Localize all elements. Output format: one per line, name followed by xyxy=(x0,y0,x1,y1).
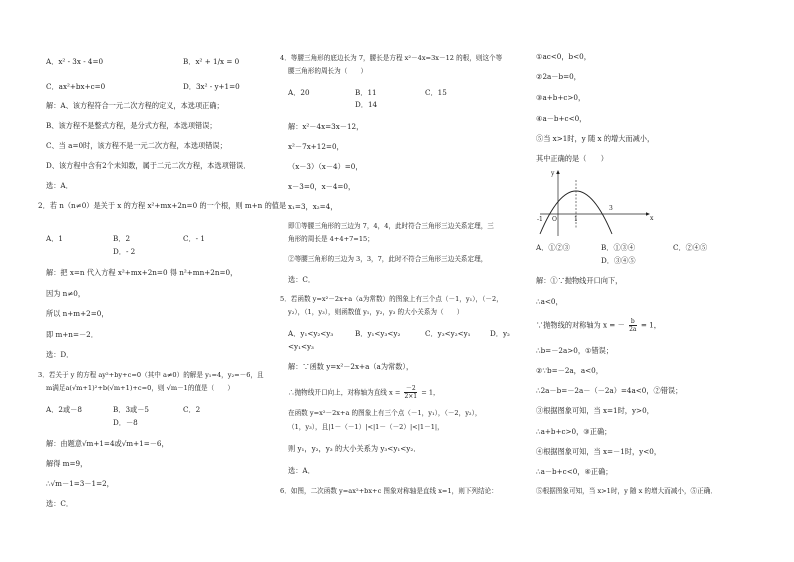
q4-solution-7: 角形的周长是 4+4+7=15； xyxy=(288,235,374,243)
q6-solution-6: ∴2a－b=－2a－（－2a）=4a<0，②错误； xyxy=(536,386,683,395)
q4-solution-4: x－3=0，x－4=0， xyxy=(288,182,356,191)
q5-option-a: A．y₁<y₂<y₃ xyxy=(288,329,334,338)
q5-fraction-numerator: －2 xyxy=(405,385,416,392)
q2-selection: 选：D． xyxy=(46,350,74,359)
q2-option-c: C．- 1 xyxy=(183,234,205,243)
q5-option-d-cont: <y₁<y₃ xyxy=(288,342,314,351)
q6-conclusion-3: ③a+b+c>0， xyxy=(536,93,586,102)
q3-selection: 选：C． xyxy=(46,499,74,508)
q4-solution-3: （x－3）（x－4）=0， xyxy=(288,162,363,171)
q6-solution-7: ③根据图象可知，当 x=1时，y>0， xyxy=(536,406,654,415)
q2-option-a: A．1 xyxy=(46,234,63,243)
q1-selection: 选：A． xyxy=(46,181,73,190)
q2-solution-4: 即 m+n=－2． xyxy=(46,330,98,339)
q3-solution-3: ∴√m－1=3－1=2， xyxy=(46,479,114,488)
q6-option-a: A．①②③ xyxy=(536,243,570,252)
q4-stem-line-1: 4．等腰三角形的底边长为 7，腰长是方程 x²－4x=3x－12 的根，则这个等 xyxy=(280,54,503,62)
q1-option-b: B．x² + 1/x = 0 xyxy=(183,57,240,66)
q6-fraction-numerator: b xyxy=(630,318,635,325)
x-axis-label: x xyxy=(650,215,654,222)
q5-solution-2-end: = 1， xyxy=(421,388,440,397)
q6-solution-4: ∴b=－2a>0，①错误； xyxy=(536,346,614,355)
q4-option-c: C．15 xyxy=(425,88,447,97)
tick-label-neg1: -1 xyxy=(537,216,543,223)
q4-solution-5: x₁=3，x₂=4， xyxy=(288,202,338,211)
q6-solution-3-end: = 1， xyxy=(640,320,661,330)
y-axis-arrow xyxy=(556,170,560,174)
q6-fraction xyxy=(629,318,636,333)
q3-option-a: A．2或－8 xyxy=(46,405,82,414)
q3-option-c: C．2 xyxy=(183,405,201,414)
q5-option-d: D．y₂ xyxy=(490,329,510,338)
q5-stem-line-2: y₂），（1，y₃），则函数值 y₁，y₂，y₃ 的大小关系为（ ） xyxy=(288,308,464,316)
q1-solution-d: D、该方程中含有2个未知数，属于二元二次方程，本选项错误． xyxy=(46,161,251,170)
q5-selection: 选：A． xyxy=(288,466,315,475)
q6-solution-9: ④根据图象可知，当 x=－1时，y<0， xyxy=(536,447,662,456)
q6-question: 其中正确的是（ ） xyxy=(536,154,608,163)
q2-solution-3: 所以 n+m+2=0， xyxy=(46,309,109,318)
q2-option-b: B．2 xyxy=(113,234,131,243)
q5-fraction-denominator: 2×1 xyxy=(404,393,418,400)
q2-solution-2: 因为 n≠0， xyxy=(46,289,86,298)
q3-stem-line-1: 3．若关于 y 的方程 ay²+by+c=0（其中 a≠0）的解是 y₁=4，y₂=－6，且 xyxy=(38,371,264,379)
y-axis-label: y xyxy=(551,170,555,177)
q6-solution-2: ∴a<0， xyxy=(536,297,563,306)
q5-stem-line-1: 5．若函数 y=x²－2x+a（a为常数）的图象上有三个点（－1，y₁），（－2， xyxy=(280,295,503,303)
q1-option-c: C．ax²+bx+c=0 xyxy=(46,82,106,91)
q3-option-b: B．3或－5 xyxy=(113,405,149,414)
q5-solution-3: 在函数 y=x²－2x+a 的图象上有三个点（－1，y₁），（－2，y₂）， xyxy=(288,409,482,417)
q2-stem: 2．若 n（n≠0）是关于 x 的方程 x²+mx+2n=0 的一个根，则 m+n 的值是 xyxy=(38,201,287,210)
q5-fraction xyxy=(404,385,417,400)
q5-option-c: C．y₃<y₂<y₁ xyxy=(425,329,471,338)
q6-option-d: D．③④⑤ xyxy=(601,256,636,265)
q3-option-d: D．－8 xyxy=(113,418,138,427)
q5-solution-5: 则 y₁，y₂，y₃ 的大小关系为 y₃<y₁<y₂． xyxy=(288,444,421,453)
q4-option-b: B．11 xyxy=(355,88,377,97)
tick-label-3: 3 xyxy=(609,205,613,212)
q4-option-a: A．20 xyxy=(288,88,310,97)
q6-stem: 6．如图，二次函数 y=ax²+bx+c 图象对称轴是直线 x=1，则下列结论： xyxy=(280,487,498,495)
q5-solution-2-text: ∴抛物线开口向上，对称轴为直线 x = xyxy=(288,388,403,397)
q6-solution-11: ⑤根据图象可知，当 x>1时，y 随 x 的增大而减小，⑤正确． xyxy=(536,487,717,495)
q5-solution-1: 解：∵函数 y=x²－2x+a（a为常数）， xyxy=(288,362,414,371)
q6-solution-3-text: ∵抛物线的对称轴为 x = － xyxy=(536,320,625,330)
q5-solution-2 xyxy=(288,385,440,400)
q1-option-a: A．x² - 3x - 4=0 xyxy=(46,57,104,66)
q6-solution-8: ∴a+b+c>0，③正确； xyxy=(536,427,612,436)
q6-solution-10: ∴a－b+c<0，④正确； xyxy=(536,467,613,476)
q6-conclusion-1: ①ac<0，b<0， xyxy=(536,52,591,61)
q6-solution-1: 解：①∵抛物线开口向下， xyxy=(536,276,623,285)
q4-solution-8: ②等腰三角形的三边为 3，3，7，此时不符合三角形三边关系定理， xyxy=(288,255,488,263)
parabola-graph xyxy=(536,166,656,238)
q4-option-d: D．14 xyxy=(355,100,378,109)
q6-conclusion-4: ④a－b+c<0， xyxy=(536,114,587,123)
q1-option-d: D．3x² - y+1=0 xyxy=(183,82,240,91)
q6-conclusion-2: ②2a－b=0， xyxy=(536,72,581,81)
q6-option-c: C．②④⑤ xyxy=(673,243,708,252)
q4-solution-6: 即①等腰三角形的三边为 7，4，4，此时符合三角形三边关系定理，三 xyxy=(288,222,494,230)
q6-option-b: B．①③④ xyxy=(601,243,636,252)
q1-solution-b: B、该方程不是整式方程，是分式方程，本选项错误； xyxy=(46,121,217,130)
q2-solution-1: 解：把 x=n 代入方程 x²+mx+2n=0 得 n²+mn+2n=0， xyxy=(46,268,238,277)
q2-option-d: D．- 2 xyxy=(113,247,136,256)
q4-selection: 选：C． xyxy=(288,275,316,284)
q3-stem-line-2: m满足a(√m+1)²+b(√m+1)+c=0，则 √m－1的值是（ ） xyxy=(46,384,235,392)
q6-solution-5: ②∵b=－2a，a<0， xyxy=(536,366,603,375)
q6-conclusion-5: ⑤当 x>1时，y 随 x 的增大而减小， xyxy=(536,134,655,143)
q3-solution-1: 解：由题意√m+1=4或√m+1=－6， xyxy=(46,439,169,448)
q1-solution-a: 解：A、该方程符合一元二次方程的定义，本选项正确； xyxy=(46,101,224,110)
origin-label: O xyxy=(552,216,557,223)
q4-solution-1: 解：x²－4x=3x－12， xyxy=(288,122,364,131)
q6-fraction-denominator: 2a xyxy=(629,326,637,333)
q4-solution-2: x²－7x+12=0， xyxy=(288,142,344,151)
q6-solution-3 xyxy=(536,318,661,333)
q1-solution-c: C、当 a=0时，该方程不是一元二次方程，本选项错误； xyxy=(46,141,227,150)
q3-solution-2: 解得 m=9， xyxy=(46,459,88,468)
q5-solution-4: （1，y₃），且|1－（－1）|<|1－（－2）|<|1－1|， xyxy=(288,423,444,431)
q5-option-b: B．y₁<y₃<y₂ xyxy=(355,329,401,338)
tick-label-1: 1 xyxy=(574,216,578,223)
q4-stem-line-2: 腰三角形的周长为（ ） xyxy=(288,67,368,75)
